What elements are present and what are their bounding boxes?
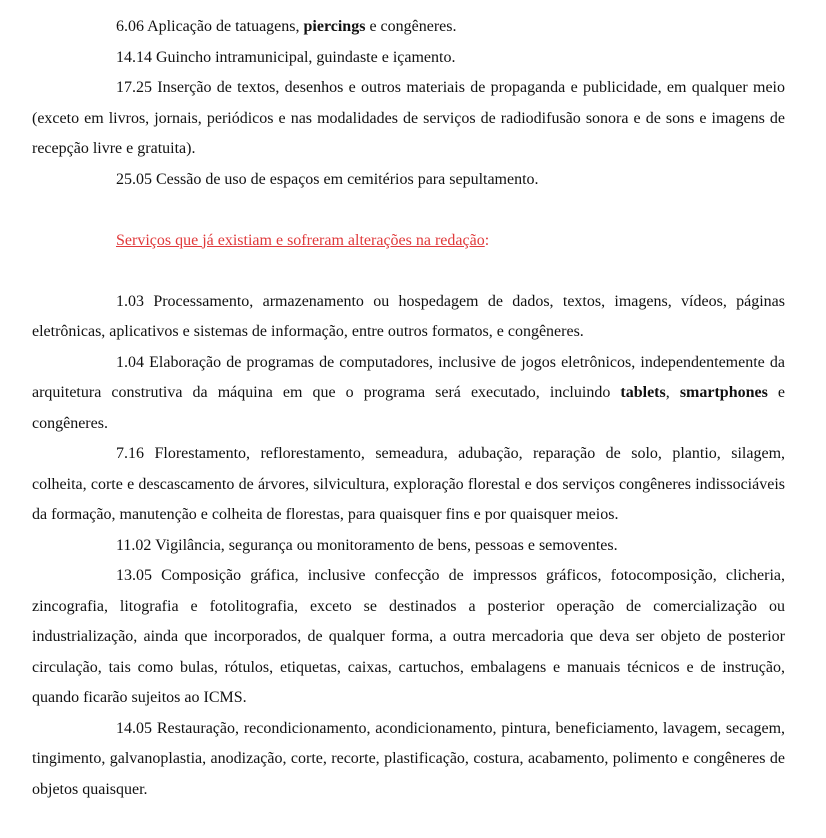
service-description: e congêneres. — [365, 18, 457, 35]
service-list-new — [32, 12, 785, 195]
service-item-25-05 — [32, 165, 785, 196]
service-term-bold: tablets — [620, 384, 666, 401]
service-code: 14.14 — [116, 48, 152, 66]
service-code: 1.04 — [116, 353, 144, 371]
service-code: 6.06 — [116, 18, 144, 35]
service-description: Cessão de uso de espaços em cemitérios para sepultamento. — [156, 170, 539, 188]
service-code: 17.25 — [116, 79, 152, 96]
service-list-altered — [32, 287, 785, 806]
service-item-7-16 — [32, 439, 785, 531]
service-code: 1.03 — [116, 292, 144, 310]
service-item-14-14 — [32, 43, 785, 74]
service-description: Inserção de textos, desenhos e outros materiais de propaganda e publicidade, em qualquer meio (exceto em livros, jornais, periódicos e nas modalidades de serviços de radiodifusão sonora e de sons e imagens de recepção livre e gratuita). — [32, 79, 785, 157]
service-item-17-25 — [32, 73, 785, 165]
service-description: Aplicação de tatuagens, — [147, 18, 304, 35]
service-code: 11.02 — [116, 536, 152, 554]
service-item-1-04 — [32, 348, 785, 440]
service-description: Processamento, armazenamento ou hospedagem de dados, textos, imagens, vídeos, páginas eletrônicas, aplicativos e sistemas de informação, entre outros formatos, e congêneres. — [32, 292, 786, 340]
service-item-6-06 — [32, 12, 785, 43]
service-item-14-05 — [32, 714, 785, 806]
service-description: , — [665, 384, 680, 401]
section-heading-colon: : — [484, 231, 490, 249]
service-description: Restauração, recondicionamento, acondicionamento, pintura, beneficiamento, lavagem, secagem, tingimento, galvanoplastia, anodização, corte, recorte, plastificação, costura, acabamento, polimento e congêneres de objetos quaisquer. — [32, 719, 786, 798]
service-description: Composição gráfica, inclusive confecção de impressos gráficos, fotocomposição, clicheria, zincografia, litografia e fotolitografia, exceto se destinados a posterior operação de comercialização ou industrialização, ainda que incorporados, de qualquer forma, a outra mercadoria que deva ser objeto de posterior circulação, tais como bulas, rótulos, etiquetas, caixas, cartuchos, embalagens e manuais técnicos e de instrução, quando ficarão sujeitos ao ICMS. — [32, 567, 785, 706]
section-heading — [32, 226, 785, 257]
service-code: 25.05 — [116, 170, 152, 188]
service-description: Guincho intramunicipal, guindaste e içamento. — [156, 48, 456, 66]
service-description: e congêneres. — [32, 384, 786, 432]
service-code: 7.16 — [116, 445, 144, 462]
service-item-1-03 — [32, 287, 785, 348]
section-heading-text: Serviços que já existiam e sofreram alterações na redação — [116, 231, 485, 249]
service-item-13-05 — [32, 561, 785, 714]
service-item-11-02 — [32, 531, 785, 562]
service-description: Elaboração de programas de computadores, inclusive de jogos eletrônicos, independentemente da arquitetura construtiva da máquina em que o programa será executado, incluindo — [32, 353, 785, 401]
service-term-bold: piercings — [303, 18, 366, 35]
service-code: 14.05 — [116, 719, 152, 737]
service-description: Florestamento, reflorestamento, semeadura, adubação, reparação de solo, plantio, silagem, colheita, corte e descascamento de árvores, silvicultura, exploração florestal e dos serviços congêneres indissociáveis da formação, manutenção e colheita de florestas, para quaisquer fins e por quaisquer meios. — [32, 445, 786, 523]
service-code: 13.05 — [116, 567, 152, 584]
service-term-bold: smartphones — [679, 384, 768, 401]
service-description: Vigilância, segurança ou monitoramento de bens, pessoas e semoventes. — [155, 536, 618, 554]
document-page — [32, 12, 785, 805]
